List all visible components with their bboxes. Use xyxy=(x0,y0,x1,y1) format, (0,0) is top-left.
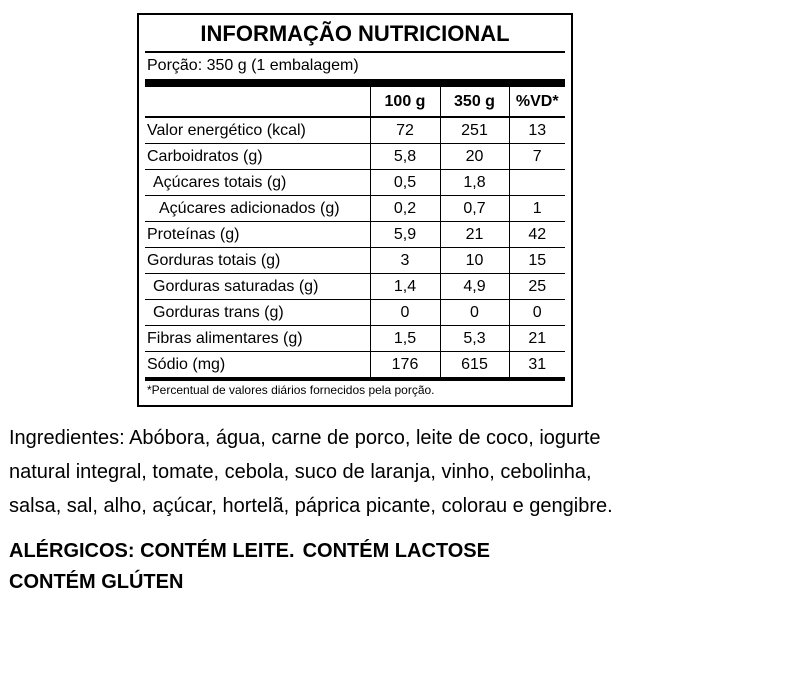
value-100g: 176 xyxy=(370,352,440,378)
row-label: Carboidratos (g) xyxy=(145,144,370,170)
value-350g: 1,8 xyxy=(440,170,509,196)
value-100g: 72 xyxy=(370,117,440,144)
ingredients-line-3: salsa, sal, alho, açúcar, hortelã, páprica picante, colorau e gengibre. xyxy=(9,495,613,517)
value-350g: 4,9 xyxy=(440,274,509,300)
row-gorduras-trans xyxy=(145,300,565,326)
ingredients-line-1: Ingredientes: Abóbora, água, carne de porco, leite de coco, iogurte xyxy=(9,427,601,449)
allergen-warning xyxy=(9,536,779,598)
value-100g: 5,8 xyxy=(370,144,440,170)
value-100g: 1,4 xyxy=(370,274,440,300)
row-valor-energetico xyxy=(145,117,565,144)
row-gorduras-totais xyxy=(145,248,565,274)
row-sodio xyxy=(145,352,565,378)
header-100g: 100 g xyxy=(370,87,440,117)
value-350g: 5,3 xyxy=(440,326,509,352)
allergen-milk: ALÉRGICOS: CONTÉM LEITE. xyxy=(9,540,295,562)
row-fibras-alimentares xyxy=(145,326,565,352)
vd-footnote: *Percentual de valores diários fornecidos pela porção. xyxy=(147,383,435,397)
header-vd: %VD* xyxy=(509,87,565,117)
value-vd: 42 xyxy=(509,222,565,248)
row-label: Fibras alimentares (g) xyxy=(145,326,370,352)
value-100g: 0,5 xyxy=(370,170,440,196)
value-100g: 0 xyxy=(370,300,440,326)
value-vd: 13 xyxy=(509,117,565,144)
value-vd: 25 xyxy=(509,274,565,300)
value-vd: 15 xyxy=(509,248,565,274)
value-100g: 1,5 xyxy=(370,326,440,352)
value-350g: 10 xyxy=(440,248,509,274)
value-vd: 21 xyxy=(509,326,565,352)
row-carboidratos xyxy=(145,144,565,170)
value-vd: 7 xyxy=(509,144,565,170)
value-350g: 251 xyxy=(440,117,509,144)
value-350g: 20 xyxy=(440,144,509,170)
header-label-blank xyxy=(145,87,370,117)
value-350g: 21 xyxy=(440,222,509,248)
row-acucares-adicionados xyxy=(145,196,565,222)
value-350g: 0 xyxy=(440,300,509,326)
row-label: Sódio (mg) xyxy=(147,355,226,373)
header-row xyxy=(145,87,565,117)
row-label: Gorduras totais (g) xyxy=(145,248,370,274)
row-label: Gorduras saturadas (g) xyxy=(145,274,370,300)
nutrition-grid xyxy=(145,87,565,377)
value-100g: 5,9 xyxy=(370,222,440,248)
ingredients-list xyxy=(9,421,779,523)
allergen-gluten: CONTÉM GLÚTEN xyxy=(9,571,184,593)
ingredients-line-2: natural integral, tomate, cebola, suco de laranja, vinho, cebolinha, xyxy=(9,461,592,483)
row-label: Valor energético (kcal) xyxy=(145,117,370,144)
nutrition-title: INFORMAÇÃO NUTRICIONAL xyxy=(145,15,565,53)
value-vd: 0 xyxy=(509,300,565,326)
value-350g: 615 xyxy=(440,352,509,378)
row-label: Açúcares totais (g) xyxy=(145,170,370,196)
row-gorduras-saturadas xyxy=(145,274,565,300)
header-350g: 350 g xyxy=(440,87,509,117)
value-100g: 3 xyxy=(370,248,440,274)
allergen-lactose: CONTÉM LACTOSE xyxy=(302,540,490,562)
portion-size: Porção: 350 g (1 embalagem) xyxy=(147,57,359,74)
row-acucares-totais xyxy=(145,170,565,196)
value-350g: 0,7 xyxy=(440,196,509,222)
row-label: Proteínas (g) xyxy=(145,222,370,248)
thick-divider-top xyxy=(145,79,565,87)
row-label: Gorduras trans (g) xyxy=(145,300,370,326)
value-100g: 0,2 xyxy=(370,196,440,222)
value-vd xyxy=(509,170,565,196)
nutrition-facts-table xyxy=(137,13,573,407)
value-vd: 31 xyxy=(509,352,565,378)
row-proteinas xyxy=(145,222,565,248)
value-vd: 1 xyxy=(509,196,565,222)
row-label: Açúcares adicionados (g) xyxy=(145,196,370,222)
